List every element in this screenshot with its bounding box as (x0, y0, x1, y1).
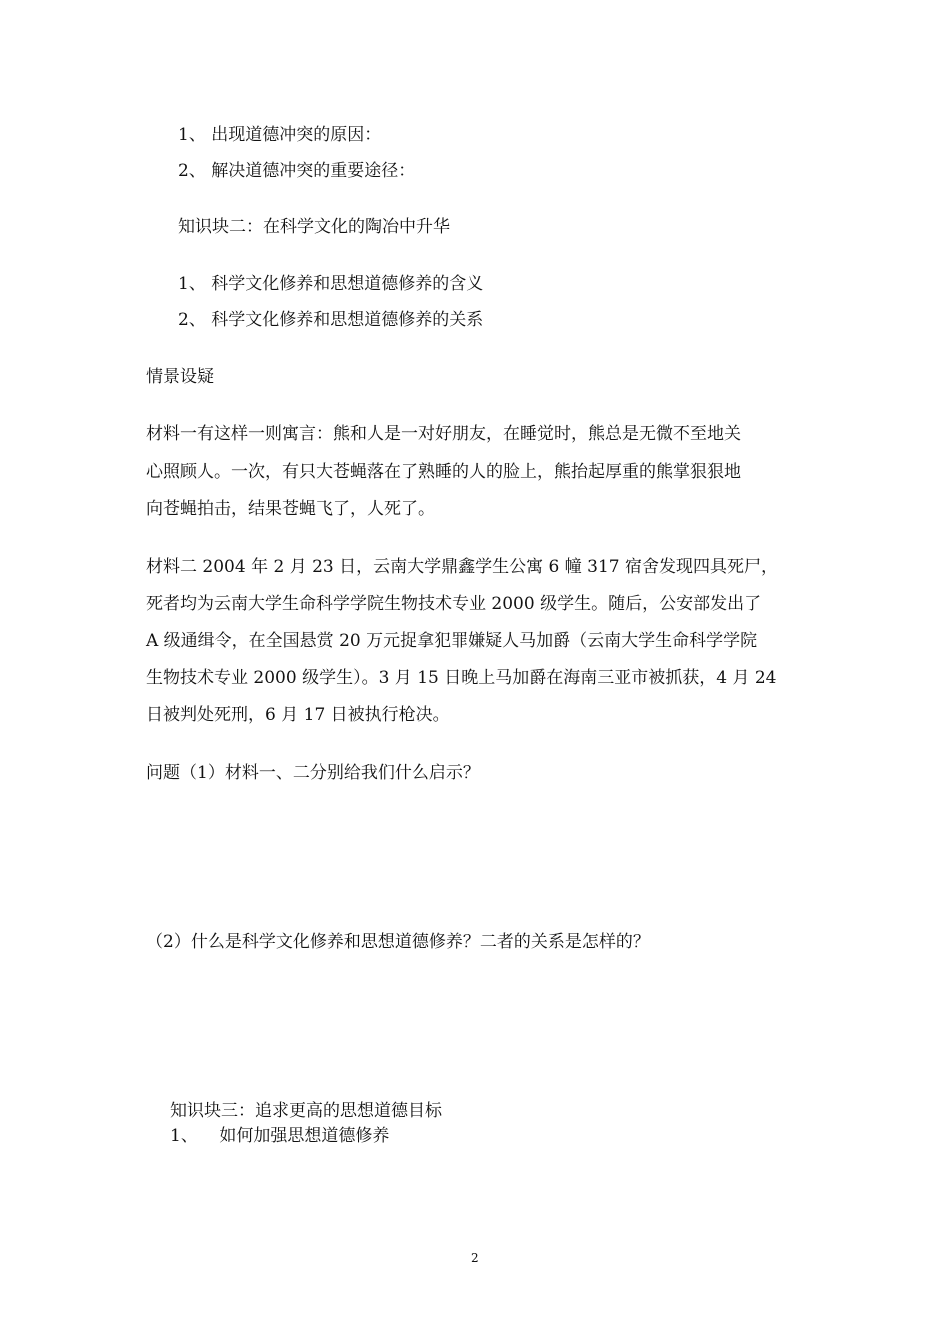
section1-item2: 2、 解决道德冲突的重要途径： (178, 161, 416, 181)
question-1: 问题（1）材料一、二分别给我们什么启示？ (146, 763, 480, 783)
section3-item1: 1、 如何加强思想道德修养 (170, 1126, 390, 1146)
section2-item1: 1、 科学文化修养和思想道德修养的含义 (178, 274, 484, 294)
material1-line-1: 材料一有这样一则寓言：熊和人是一对好朋友，在睡觉时，熊总是无微不至地关 (146, 424, 741, 444)
section2-heading: 知识块二：在科学文化的陶冶中升华 (178, 217, 450, 237)
material2-line-4: 生物技术专业 2000 级学生）。3 月 15 日晚上马加爵在海南三亚市被抓获，4 月 24 (146, 668, 777, 688)
material2-line-3: A 级通缉令，在全国悬赏 20 万元捉拿犯罪嫌疑人马加爵（云南大学生命科学学院 (146, 631, 758, 651)
question-2: （2）什么是科学文化修养和思想道德修养？二者的关系是怎样的？ (146, 932, 650, 952)
page-number: 2 (471, 1251, 479, 1265)
section2-item2: 2、 科学文化修养和思想道德修养的关系 (178, 310, 484, 330)
section1-item1: 1、 出现道德冲突的原因： (178, 125, 382, 145)
material2-line-1: 材料二 2004 年 2 月 23 日，云南大学鼎鑫学生公寓 6 幢 317 宿舍发现四具死尸， (146, 557, 779, 577)
material2-line-5: 日被判处死刑，6 月 17 日被执行枪决。 (146, 705, 450, 725)
material2-line-2: 死者均为云南大学生命科学学院生物技术专业 2000 级学生。随后，公安部发出了 (146, 594, 762, 614)
section3-heading: 知识块三：追求更高的思想道德目标 (170, 1101, 442, 1121)
material1-line-3: 向苍蝇拍击，结果苍蝇飞了，人死了。 (146, 499, 435, 519)
material1-line-2: 心照顾人。一次，有只大苍蝇落在了熟睡的人的脸上，熊抬起厚重的熊掌狠狠地 (146, 462, 741, 482)
scenario-heading: 情景设疑 (146, 367, 214, 387)
